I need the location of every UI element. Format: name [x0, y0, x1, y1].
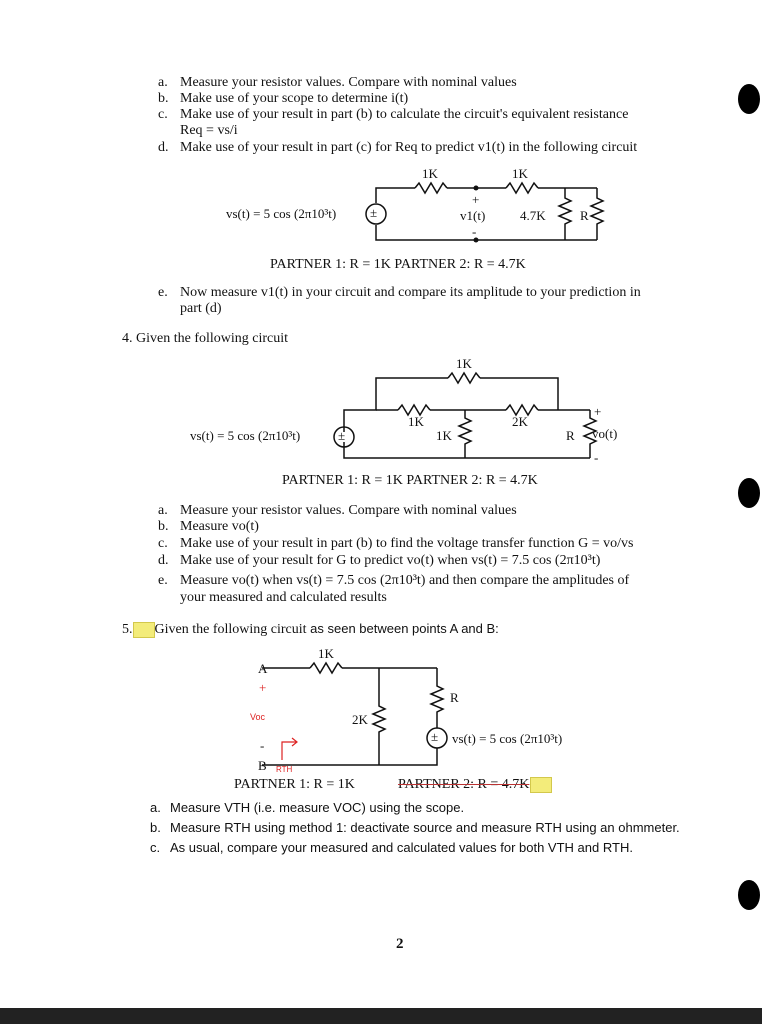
- q5-plus: +: [259, 680, 267, 695]
- q5-rth: RTH: [276, 765, 293, 774]
- item-e-line2: part (d): [180, 301, 222, 316]
- circuit1-r4-label: R: [580, 208, 589, 223]
- q5-title-rest: as seen between points A and B:: [306, 621, 499, 636]
- q5-item-a: Measure VTH (i.e. measure VOC) using the scope.: [170, 800, 465, 815]
- q4-r-shunt-label: 1K: [436, 428, 452, 443]
- q4-r-b-label: 2K: [512, 414, 528, 429]
- list1-marker-a: a.: [158, 75, 168, 90]
- q5-a-label: A: [258, 661, 268, 676]
- q4-minus: -: [594, 450, 599, 465]
- circuit1-minus: -: [472, 224, 477, 239]
- q5-num: 5.: [122, 622, 133, 637]
- q4-item-b-marker: b.: [158, 519, 169, 534]
- q4-partners: PARTNER 1: R = 1K PARTNER 2: R = 4.7K: [282, 473, 538, 488]
- item-e-marker: e.: [158, 285, 168, 300]
- q4-title: 4. Given the following circuit: [122, 331, 289, 346]
- q4-item-e-marker: e.: [158, 573, 168, 588]
- q4-r-a-label: 1K: [408, 414, 424, 429]
- q5-partner2: PARTNER 2: R = 4.7K: [398, 777, 530, 792]
- list1-text-a: Measure your resistor values. Compare with nominal values: [180, 75, 517, 90]
- source-symbol-3: ±: [431, 729, 439, 744]
- list1-text-d: Make use of your result in part (c) for Req to predict v1(t) in the following circuit: [180, 140, 638, 155]
- circuit1-r1-label: 1K: [422, 166, 438, 181]
- q5-item-b: Measure RTH using method 1: deactivate source and measure RTH using an ohmmeter.: [170, 820, 680, 835]
- q5-voc: Voc: [250, 712, 266, 722]
- list1-text-c2: Req = vs/i: [180, 123, 238, 138]
- circuit1-plus: +: [472, 192, 480, 207]
- q4-item-d-marker: d.: [158, 553, 169, 568]
- list1-text-b: Make use of your scope to determine i(t): [180, 91, 409, 106]
- circuit1-r2-label: 1K: [512, 166, 528, 181]
- q4-r-out-label: R: [566, 428, 575, 443]
- source-symbol-2: ±: [338, 428, 346, 443]
- q5-item-c-marker: c.: [150, 840, 161, 855]
- list1-text-c: Make use of your result in part (b) to calculate the circuit's equivalent resistance: [180, 107, 629, 122]
- list1-marker-d: d.: [158, 140, 169, 155]
- q4-plus: +: [594, 404, 602, 419]
- q5-source-label: vs(t) = 5 cos (2π10³t): [452, 731, 563, 746]
- page-number: 2: [396, 936, 404, 952]
- comment-icon[interactable]: [133, 622, 155, 638]
- q5-item-c: As usual, compare your measured and calculated values for both VTH and RTH.: [170, 840, 633, 855]
- q4-item-c: Make use of your result in part (b) to find the voltage transfer function G = vo/vs: [180, 536, 634, 551]
- q5-r-var-label: R: [450, 690, 459, 705]
- q5-heading: [122, 620, 499, 638]
- q5-r-series-label: 1K: [318, 646, 334, 661]
- circuit1-node-label: v1(t): [460, 208, 486, 223]
- q5-item-b-marker: b.: [150, 820, 161, 835]
- q4-item-b: Measure vo(t): [180, 519, 259, 534]
- circuit1-partners: PARTNER 1: R = 1K PARTNER 2: R = 4.7K: [270, 257, 526, 272]
- q4-item-a: Measure your resistor values. Compare with nominal values: [180, 503, 517, 518]
- comment-icon-2[interactable]: [530, 777, 552, 793]
- q4-source-label: vs(t) = 5 cos (2π10³t): [190, 428, 301, 443]
- bottom-edge: [0, 1008, 762, 1024]
- q5-item-a-marker: a.: [150, 800, 161, 815]
- q4-out-label: vo(t): [592, 426, 618, 441]
- source-symbol: ±: [370, 205, 378, 220]
- circuit1-r3-label: 4.7K: [520, 208, 546, 223]
- q5-b-label: B: [258, 758, 267, 773]
- list1-marker-c: c.: [158, 107, 168, 122]
- q5-partner1: PARTNER 1: R = 1K: [234, 777, 355, 792]
- q5-minus: -: [260, 738, 265, 753]
- list1-marker-b: b.: [158, 91, 169, 106]
- circuit1-source-label: vs(t) = 5 cos (2π10³t): [226, 206, 337, 221]
- q5-title: Given the following circuit: [154, 622, 307, 637]
- q4-top-r-label: 1K: [456, 356, 472, 371]
- q4-item-e: Measure vo(t) when vs(t) = 7.5 cos (2π10³t) and then compare the amplitudes of: [180, 573, 630, 588]
- q5-r-shunt-label: 2K: [352, 712, 368, 727]
- q4-item-d: Make use of your result for G to predict vo(t) when vs(t) = 7.5 cos (2π10³t): [180, 553, 601, 568]
- q4-item-e2: your measured and calculated results: [180, 590, 387, 605]
- q4-item-c-marker: c.: [158, 536, 168, 551]
- q5-partner2-wrap: [398, 776, 552, 793]
- item-e-line1: Now measure v1(t) in your circuit and compare its amplitude to your prediction in: [180, 285, 641, 300]
- q4-item-a-marker: a.: [158, 503, 168, 518]
